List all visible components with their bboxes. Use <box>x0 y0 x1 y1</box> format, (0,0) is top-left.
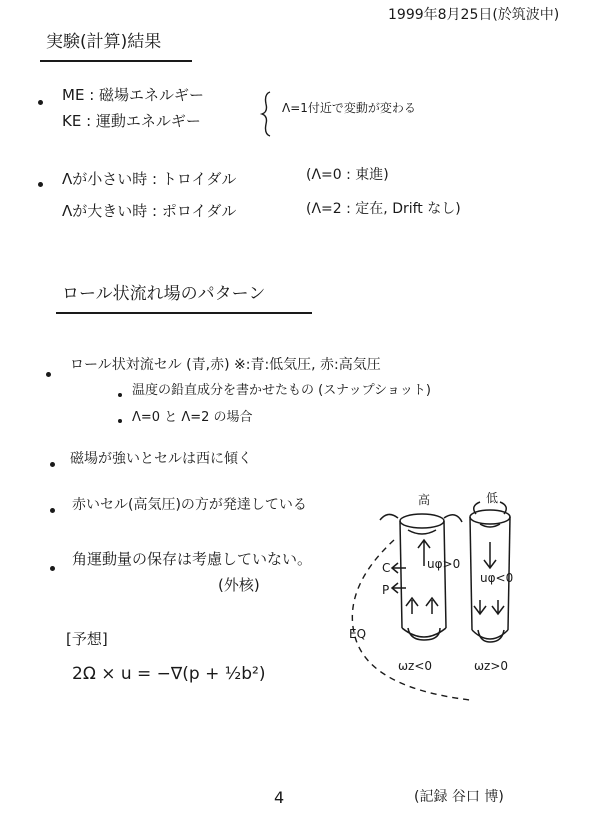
recorder-credit: (記録 谷口 博) <box>414 789 504 805</box>
omega-positive-label: ωz>0 <box>474 659 509 673</box>
low-label: 低 <box>486 491 499 505</box>
sub-item-lambda: Λ=0 と Λ=2 の場合 <box>132 410 253 425</box>
large-lambda-line: Λが大きい時 : ポロイダル <box>62 202 237 220</box>
outer-core-note: (外核) <box>218 576 260 594</box>
brace <box>262 92 270 136</box>
omega-negative-label: ωz<0 <box>398 659 433 673</box>
sub-item-temperature: 温度の鉛直成分を書かせたもの (スナップショット) <box>132 383 431 398</box>
red-cell-item: 赤いセル(高気圧)の方が発達している <box>72 497 307 513</box>
roll-cell-item: ロール状対流セル (青,赤) ※:青:低気圧, 赤:高気圧 <box>70 357 381 373</box>
prediction-label: [予想] <box>66 630 108 648</box>
high-pressure-cell <box>380 514 462 640</box>
brace-note: Λ=1付近で変動が変わる <box>282 101 416 115</box>
c-label: C <box>382 561 391 575</box>
high-label: 高 <box>418 493 431 507</box>
ke-line: KE : 運動エネルギー <box>62 112 201 130</box>
magnetic-tilt-item: 磁場が強いとセルは西に傾く <box>70 451 252 467</box>
angular-momentum-item: 角運動量の保存は考慮していない。 <box>72 550 313 568</box>
small-lambda-note: (Λ=0 : 東進) <box>306 167 389 183</box>
eq-label: EQ <box>349 627 367 641</box>
section-heading: ロール状流れ場のパターン <box>62 284 266 304</box>
page-title: 実験(計算)結果 <box>46 32 162 52</box>
small-lambda-line: Λが小さい時 : トロイダル <box>62 170 237 188</box>
date: 1999年8月25日(於筑波中) <box>388 7 560 23</box>
prediction-equation: 2Ω × u = −∇(p + ½b²) <box>72 664 266 684</box>
large-lambda-note: (Λ=2 : 定在, Drift なし) <box>306 201 461 217</box>
page-number: 4 <box>274 788 285 807</box>
u-negative-label: uφ<0 <box>480 571 514 585</box>
me-line: ME : 磁場エネルギー <box>62 86 205 104</box>
u-positive-label: uφ>0 <box>427 557 461 571</box>
p-label: P <box>382 583 390 597</box>
